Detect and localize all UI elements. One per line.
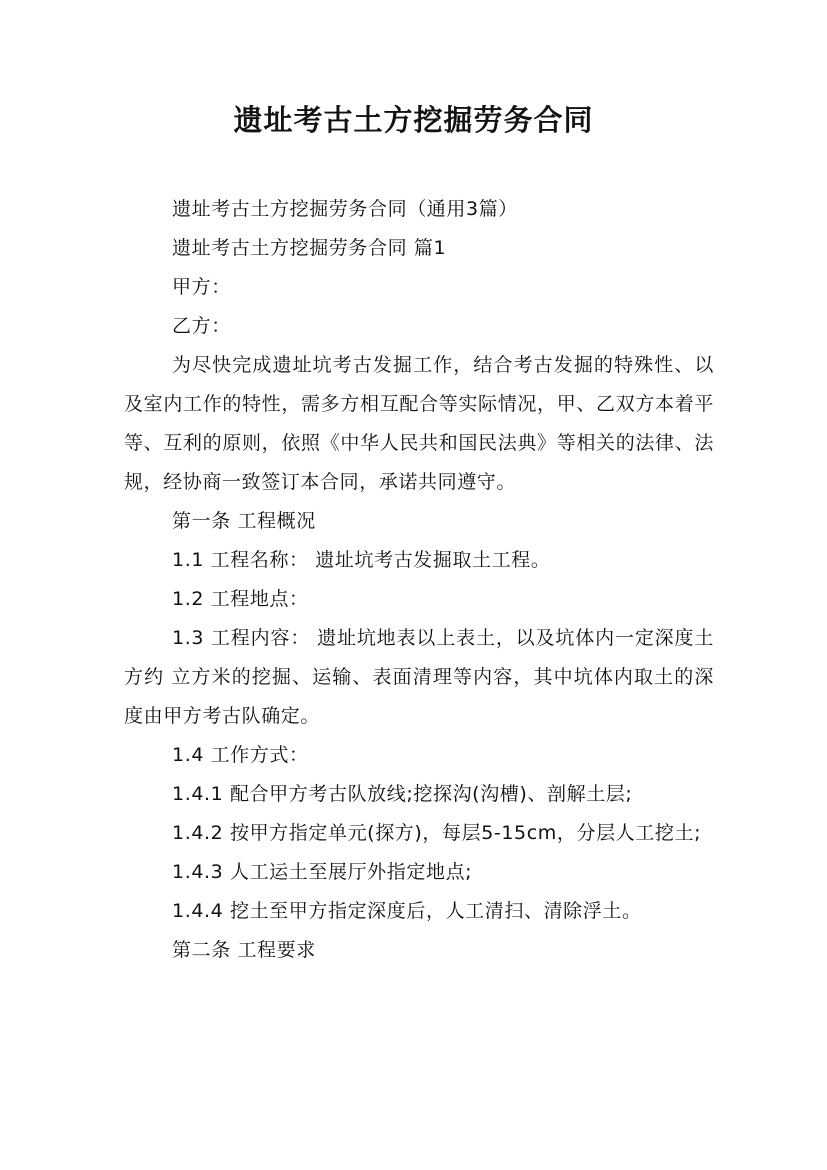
- clause-paragraph: 1.4.4 挖土至甲方指定深度后，人工清扫、清除浮土。: [172, 900, 642, 922]
- clause-paragraph: 1.4.1 配合甲方考古队放线;挖探沟(沟槽)、剖解土层;: [172, 783, 633, 805]
- clause-paragraph: 1.4.3 人工运土至展厅外指定地点;: [172, 861, 473, 883]
- clause-paragraph: 1.1 工程名称： 遗址坑考古发掘取土工程。: [172, 549, 551, 571]
- clause-paragraph: 1.2 工程地点：: [172, 588, 309, 610]
- article-heading: 第一条 工程概况: [172, 510, 316, 532]
- subtitle-paragraph: 遗址考古土方挖掘劳务合同（通用3篇）: [172, 198, 518, 220]
- party-b-line: 乙方：: [172, 315, 231, 337]
- clause-paragraph: 1.4.2 按甲方指定单元(探方)，每层5-15cm，分层人工挖土;: [172, 822, 702, 844]
- party-a-line: 甲方：: [172, 276, 231, 298]
- document-body: [124, 190, 714, 970]
- clause-paragraph: 1.3 工程内容： 遗址坑地表以上表土，以及坑体内一定深度土方约 立方米的挖掘、运输、表面清理等内容，其中坑体内取土的深度由甲方考古队确定。: [124, 627, 714, 727]
- preamble-paragraph: 为尽快完成遗址坑考古发掘工作，结合考古发掘的特殊性、以及室内工作的特性，需多方相互配合等实际情况，甲、乙双方本着平等、互利的原则，依照《中华人民共和国民法典》等相关的法律、法规，经协商一致签订本合同，承诺共同遵守。: [124, 354, 714, 493]
- clause-paragraph: 1.4 工作方式：: [172, 744, 309, 766]
- section-heading: 遗址考古土方挖掘劳务合同 篇1: [172, 237, 447, 259]
- article-heading: 第二条 工程要求: [172, 939, 316, 961]
- document-title: 遗址考古土方挖掘劳务合同: [233, 103, 594, 137]
